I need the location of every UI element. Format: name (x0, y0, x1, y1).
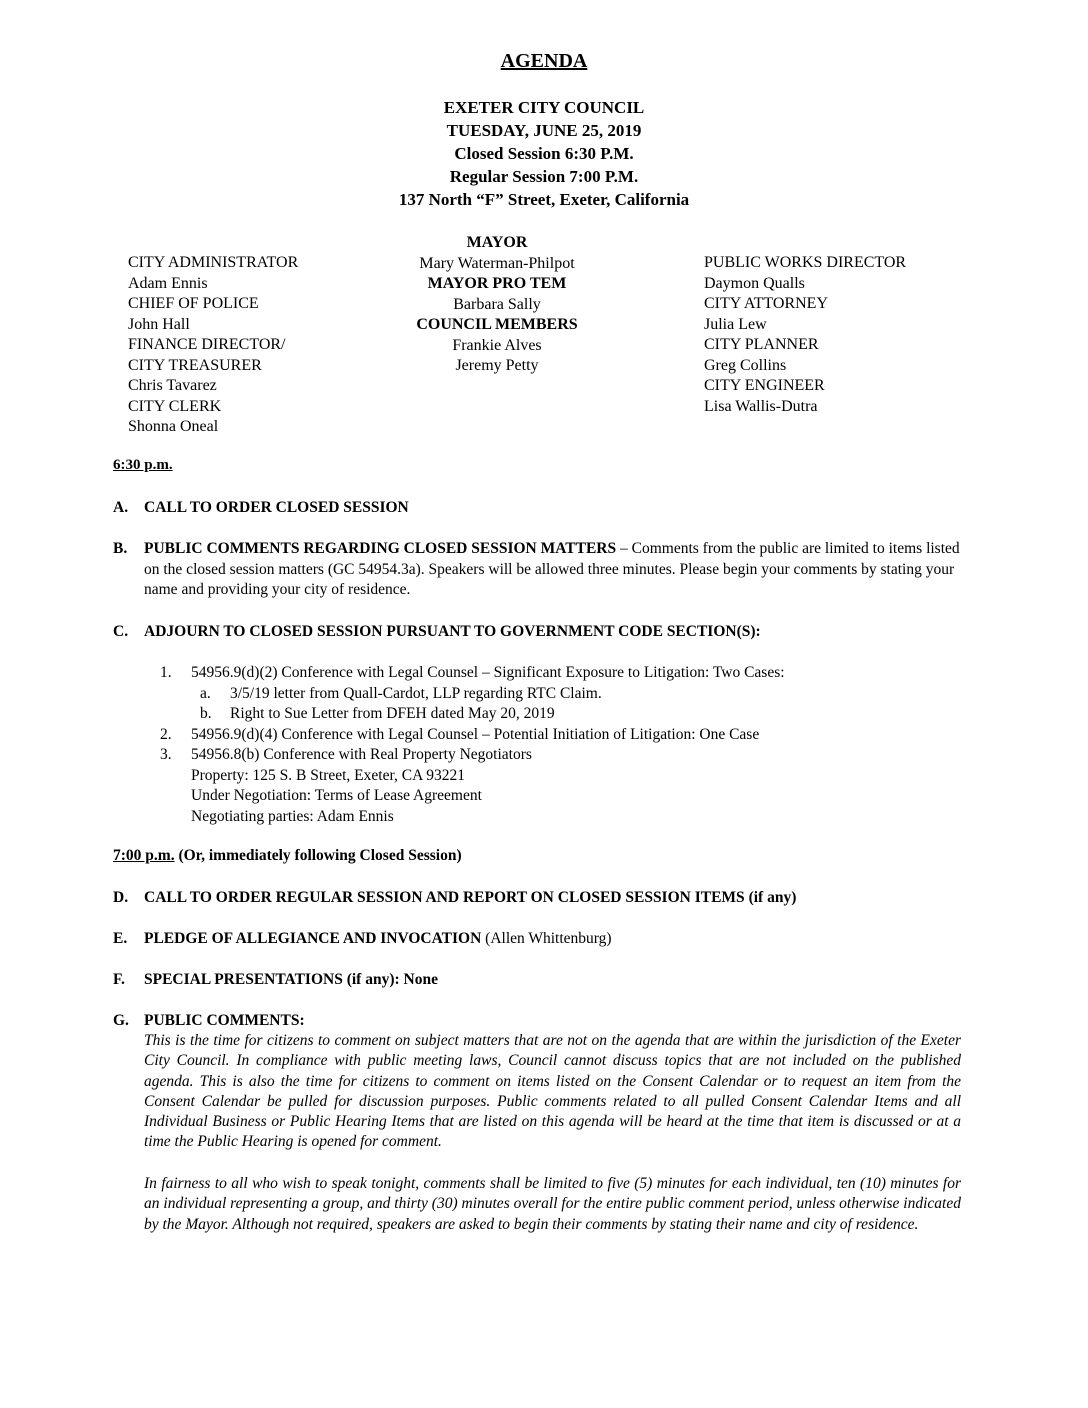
list-item: 3. 54956.8(b) Conference with Real Property Negotiators (160, 746, 532, 763)
item-letter: E. (113, 930, 128, 947)
agenda-item-e (113, 929, 973, 950)
list-subitem: a. 3/5/19 letter from Quall-Cardot, LLP regarding RTC Claim. (200, 684, 602, 702)
meeting-address: 137 North “F” Street, Exeter, California (398, 190, 690, 209)
item-letter: F. (113, 971, 125, 988)
official-line: CHIEF OF POLICE (128, 295, 259, 312)
property-line: Negotiating parties: Adam Ennis (191, 807, 394, 825)
item-letter: D. (113, 889, 129, 906)
item-heading: PUBLIC COMMENTS REGARDING CLOSED SESSION MATTERS (144, 540, 617, 557)
council-member: Mary Waterman-Philpot (419, 254, 575, 272)
council-role: MAYOR PRO TEM (427, 275, 567, 292)
item-text: – Comments from the public are limited to items listed on the closed session matters (GC 54954.3a). Speakers will be allowed three minutes. Please begin your comments by stating your name and providing your city of residence. (144, 540, 960, 598)
official-line: PUBLIC WORKS DIRECTOR (704, 254, 907, 271)
council-role: COUNCIL MEMBERS (416, 316, 578, 333)
item-note: (Allen Whittenburg) (481, 930, 612, 947)
closed-session-time-heading: 6:30 p.m. (113, 457, 173, 473)
official-line: Daymon Qualls (704, 274, 805, 292)
official-line: Shonna Oneal (128, 418, 219, 435)
item-heading: CALL TO ORDER REGULAR SESSION AND REPORT ON CLOSED SESSION ITEMS (144, 889, 745, 906)
council-role: MAYOR (466, 234, 528, 251)
council-name: EXETER CITY COUNCIL (443, 98, 645, 117)
item-heading: SPECIAL PRESENTATIONS (if any): None (144, 971, 438, 988)
list-subitem: b. Right to Sue Letter from DFEH dated May 20, 2019 (200, 705, 555, 722)
public-comments-paragraph: This is the time for citizens to comment on subject matters that are not on the agenda that are within the jurisdiction of the Exeter City Council. In compliance with public meeting laws, Council cannot discuss topics that are not included on the published agenda. This is also the time for citizens to comment on items listed on the Consent Calendar or to request an item from the Consent Calendar be pulled for discussion purposes. Public comments related to all pulled Consent Calendar Items and all Individual Business or Public Hearing Items that are listed on this agenda will be heard at the time that item is discussed or at a time the Public Hearing is opened for comment. (144, 1032, 961, 1151)
official-line: CITY ENGINEER (704, 377, 825, 394)
official-line: John Hall (128, 315, 190, 333)
agenda-item-d (113, 888, 973, 909)
meeting-date: TUESDAY, JUNE 25, 2019 (446, 121, 642, 140)
agenda-item-c (113, 622, 973, 643)
council-member: Jeremy Petty (455, 357, 539, 374)
official-line: Julia Lew (704, 315, 767, 333)
official-line: CITY CLERK (128, 397, 222, 415)
list-item: 2. 54956.9(d)(4) Conference with Legal Counsel – Potential Initiation of Litigation: One Case (160, 725, 760, 743)
public-comments-rules-paragraph: In fairness to all who wish to speak tonight, comments shall be limited to five (5) minutes for each individual, ten (10) minutes for an individual representing a group, and thirty (30) minutes overall for the entire public comment period, unless otherwise indicated by the Mayor. Although not required, speakers are asked to begin their comments by stating their name and city of residence. (144, 1175, 961, 1233)
agenda-item-g (113, 1011, 973, 1032)
item-letter: G. (113, 1012, 129, 1029)
official-line: CITY PLANNER (704, 336, 819, 353)
official-line: CITY TREASURER (128, 356, 262, 374)
agenda-title: AGENDA (500, 50, 588, 72)
item-heading: PLEDGE OF ALLEGIANCE AND INVOCATION (144, 930, 482, 947)
item-heading: CALL TO ORDER CLOSED SESSION (144, 499, 409, 516)
official-line: Adam Ennis (128, 274, 208, 292)
agenda-item-a (113, 498, 973, 519)
council-member: Frankie Alves (452, 336, 542, 354)
item-letter: B. (113, 540, 128, 557)
regular-session-time-note: (Or, immediately following Closed Session) (174, 847, 462, 864)
official-line: Lisa Wallis-Dutra (704, 397, 818, 415)
staff-column-left (128, 253, 298, 438)
official-line: CITY ADMINISTRATOR (128, 254, 299, 271)
property-line: Under Negotiation: Terms of Lease Agreement (191, 787, 482, 804)
property-line: Property: 125 S. B Street, Exeter, CA 93221 (191, 766, 466, 784)
item-heading: PUBLIC COMMENTS: (144, 1012, 305, 1029)
regular-session-time-label: 7:00 p.m. (113, 847, 175, 864)
staff-column-right (704, 253, 906, 417)
item-heading: ADJOURN TO CLOSED SESSION PURSUANT TO GOVERNMENT CODE SECTION(S): (144, 623, 761, 640)
item-note: (if any) (744, 889, 797, 906)
official-line: CITY ATTORNEY (704, 295, 828, 312)
official-line: Chris Tavarez (128, 377, 217, 394)
regular-session-time: Regular Session 7:00 P.M. (449, 167, 639, 186)
council-column (392, 233, 602, 377)
item-letter: C. (113, 623, 129, 640)
item-letter: A. (113, 499, 129, 516)
official-line: Greg Collins (704, 356, 787, 374)
regular-session-time-heading (113, 847, 462, 865)
closed-session-time: Closed Session 6:30 P.M. (454, 144, 634, 163)
council-member: Barbara Sally (453, 295, 541, 313)
closed-session-list (160, 663, 920, 827)
official-line: FINANCE DIRECTOR/ (128, 336, 286, 353)
list-item: 1. 54956.9(d)(2) Conference with Legal Counsel – Significant Exposure to Litigation: Two Cases: (160, 664, 785, 681)
agenda-item-f (113, 970, 973, 991)
agenda-item-b (113, 539, 973, 601)
meeting-header (0, 96, 1088, 211)
